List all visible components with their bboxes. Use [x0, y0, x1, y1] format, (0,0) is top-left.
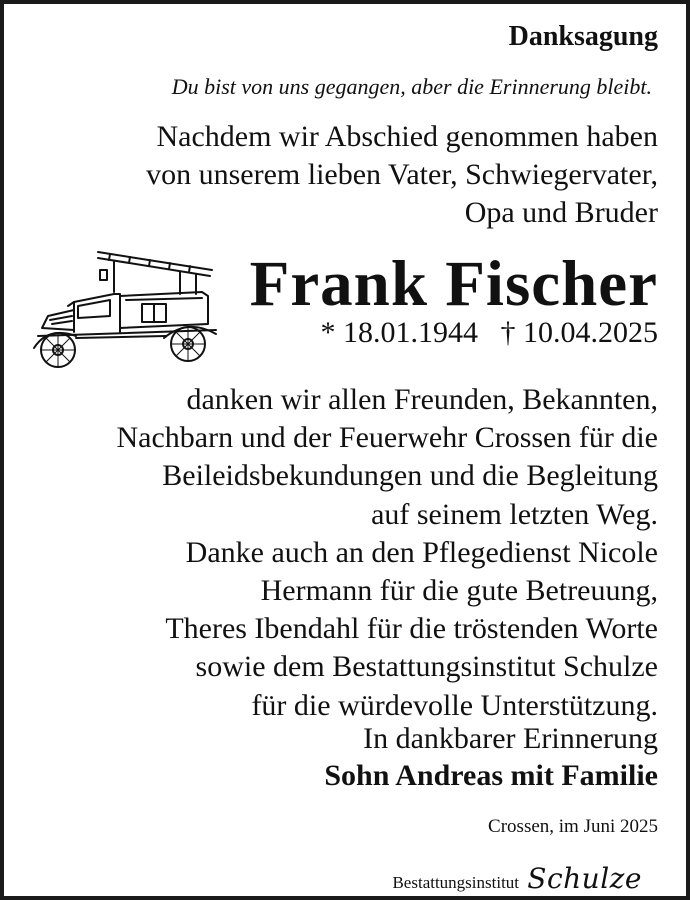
intro-line: Opa und Bruder — [464, 196, 658, 229]
thanks-line: sowie dem Bestattungsinstitut Schulze — [195, 650, 658, 684]
funeral-home — [392, 862, 642, 895]
thanks-line: für die würdevolle Unterstützung. — [251, 688, 658, 722]
deceased-name: Frank Fischer — [249, 248, 658, 320]
notice-title: Danksagung — [508, 21, 658, 52]
intro-text — [146, 118, 658, 232]
thanks-line: Theres Ibendahl für die tröstenden Worte — [165, 612, 658, 646]
intro-line: von unserem lieben Vater, Schwiegervater, — [146, 158, 658, 191]
signature: Sohn Andreas mit Familie — [324, 759, 658, 792]
closing-line: In dankbarer Erinnerung — [363, 722, 658, 755]
intro-line: Nachdem wir Abschied genommen haben — [156, 120, 658, 153]
thanks-line: Hermann für die gute Betreuung, — [260, 574, 658, 608]
thanks-line: Nachbarn und der Feuerwehr Crossen für die — [116, 421, 658, 455]
thanks-line: Beileidsbekundungen und die Begleitung — [162, 459, 658, 493]
life-dates — [321, 316, 659, 350]
fire-truck-icon — [30, 244, 220, 374]
thanks-line: auf seinem letzten Weg. — [371, 497, 658, 531]
thanks-text — [117, 381, 658, 725]
motto: Du bist von uns gegangen, aber die Erinnerung bleibt. — [171, 74, 652, 99]
thanks-line: danken wir allen Freunden, Bekannten, — [186, 383, 658, 416]
thanks-line: Danke auch an den Pflegedienst Nicole — [185, 535, 658, 569]
birth-date: * 18.01.1944 — [320, 316, 478, 349]
funeral-home-logo: Schulze — [527, 862, 642, 895]
death-date: † 10.04.2025 — [500, 316, 658, 349]
funeral-home-label: Bestattungsinstitut — [392, 873, 520, 892]
place-date: Crossen, im Juni 2025 — [488, 816, 658, 837]
